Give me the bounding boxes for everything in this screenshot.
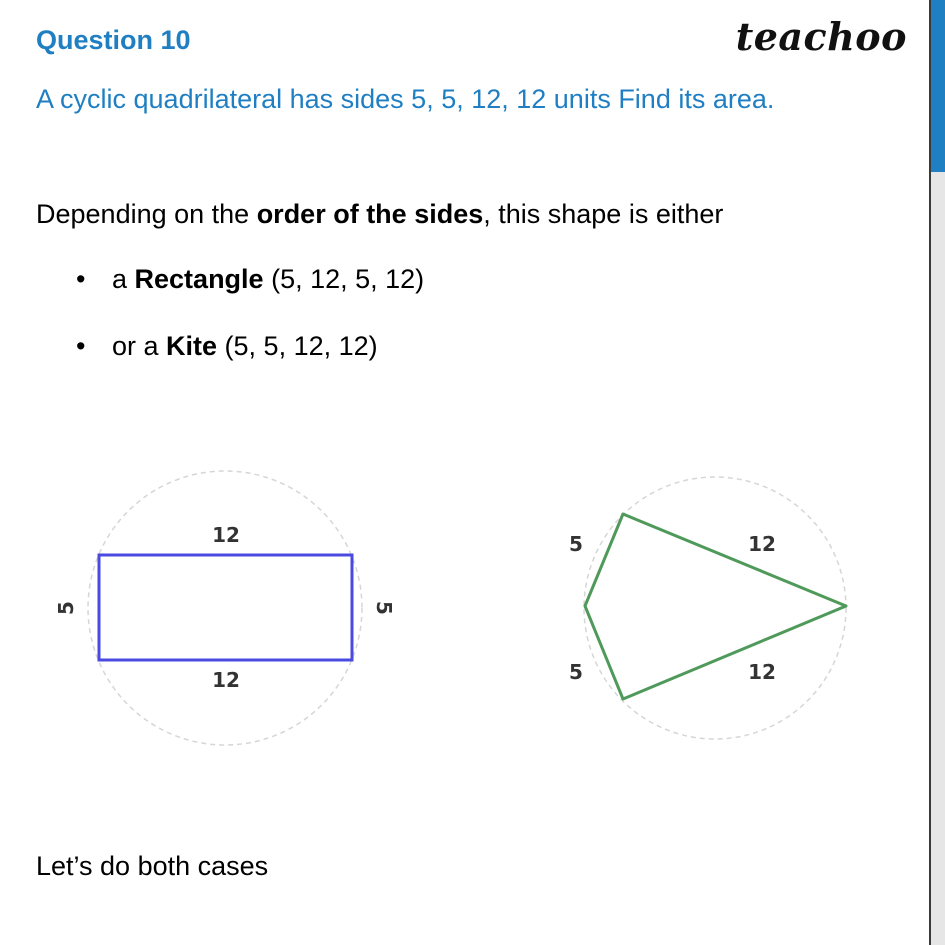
teachoo-logo[interactable]: teachoo [735,14,907,59]
bullet-icon: • [76,264,86,294]
kite-figure [569,477,846,739]
bullet-icon: • [76,331,86,361]
rectangle-figure [54,471,396,745]
list-item-bold: Kite [166,331,218,361]
list-item-suffix: (5, 12, 5, 12) [263,264,425,294]
list-item-suffix: (5, 5, 12, 12) [217,331,378,361]
intro-text-end: , this shape is either [483,199,724,229]
rectangle-top-label: 12 [212,523,240,547]
question-text: A cyclic quadrilateral has sides 5, 5, 12, 12 units Find its area. [36,84,775,114]
kite-lower-right-label: 12 [748,660,776,684]
rectangle-left-label: 5 [54,601,78,615]
list-item-prefix: a [112,264,135,294]
list-item-prefix: or a [112,331,167,361]
intro-bold-text: order of the sides [256,199,484,229]
kite-lower-left-label: 5 [569,660,583,684]
question-title: Question 10 [36,25,191,55]
rectangle-shape [99,555,352,660]
rectangle-circumcircle [88,471,362,745]
kite-upper-right-label: 12 [748,532,776,556]
kite-upper-left-label: 5 [569,532,583,556]
list-item-bold: Rectangle [134,264,264,294]
rectangle-right-label: 5 [372,601,396,615]
rectangle-bottom-label: 12 [212,668,240,692]
intro-text: Depending on the [36,199,257,229]
kite-shape [585,514,846,699]
closing-text: Let’s do both cases [36,851,269,881]
